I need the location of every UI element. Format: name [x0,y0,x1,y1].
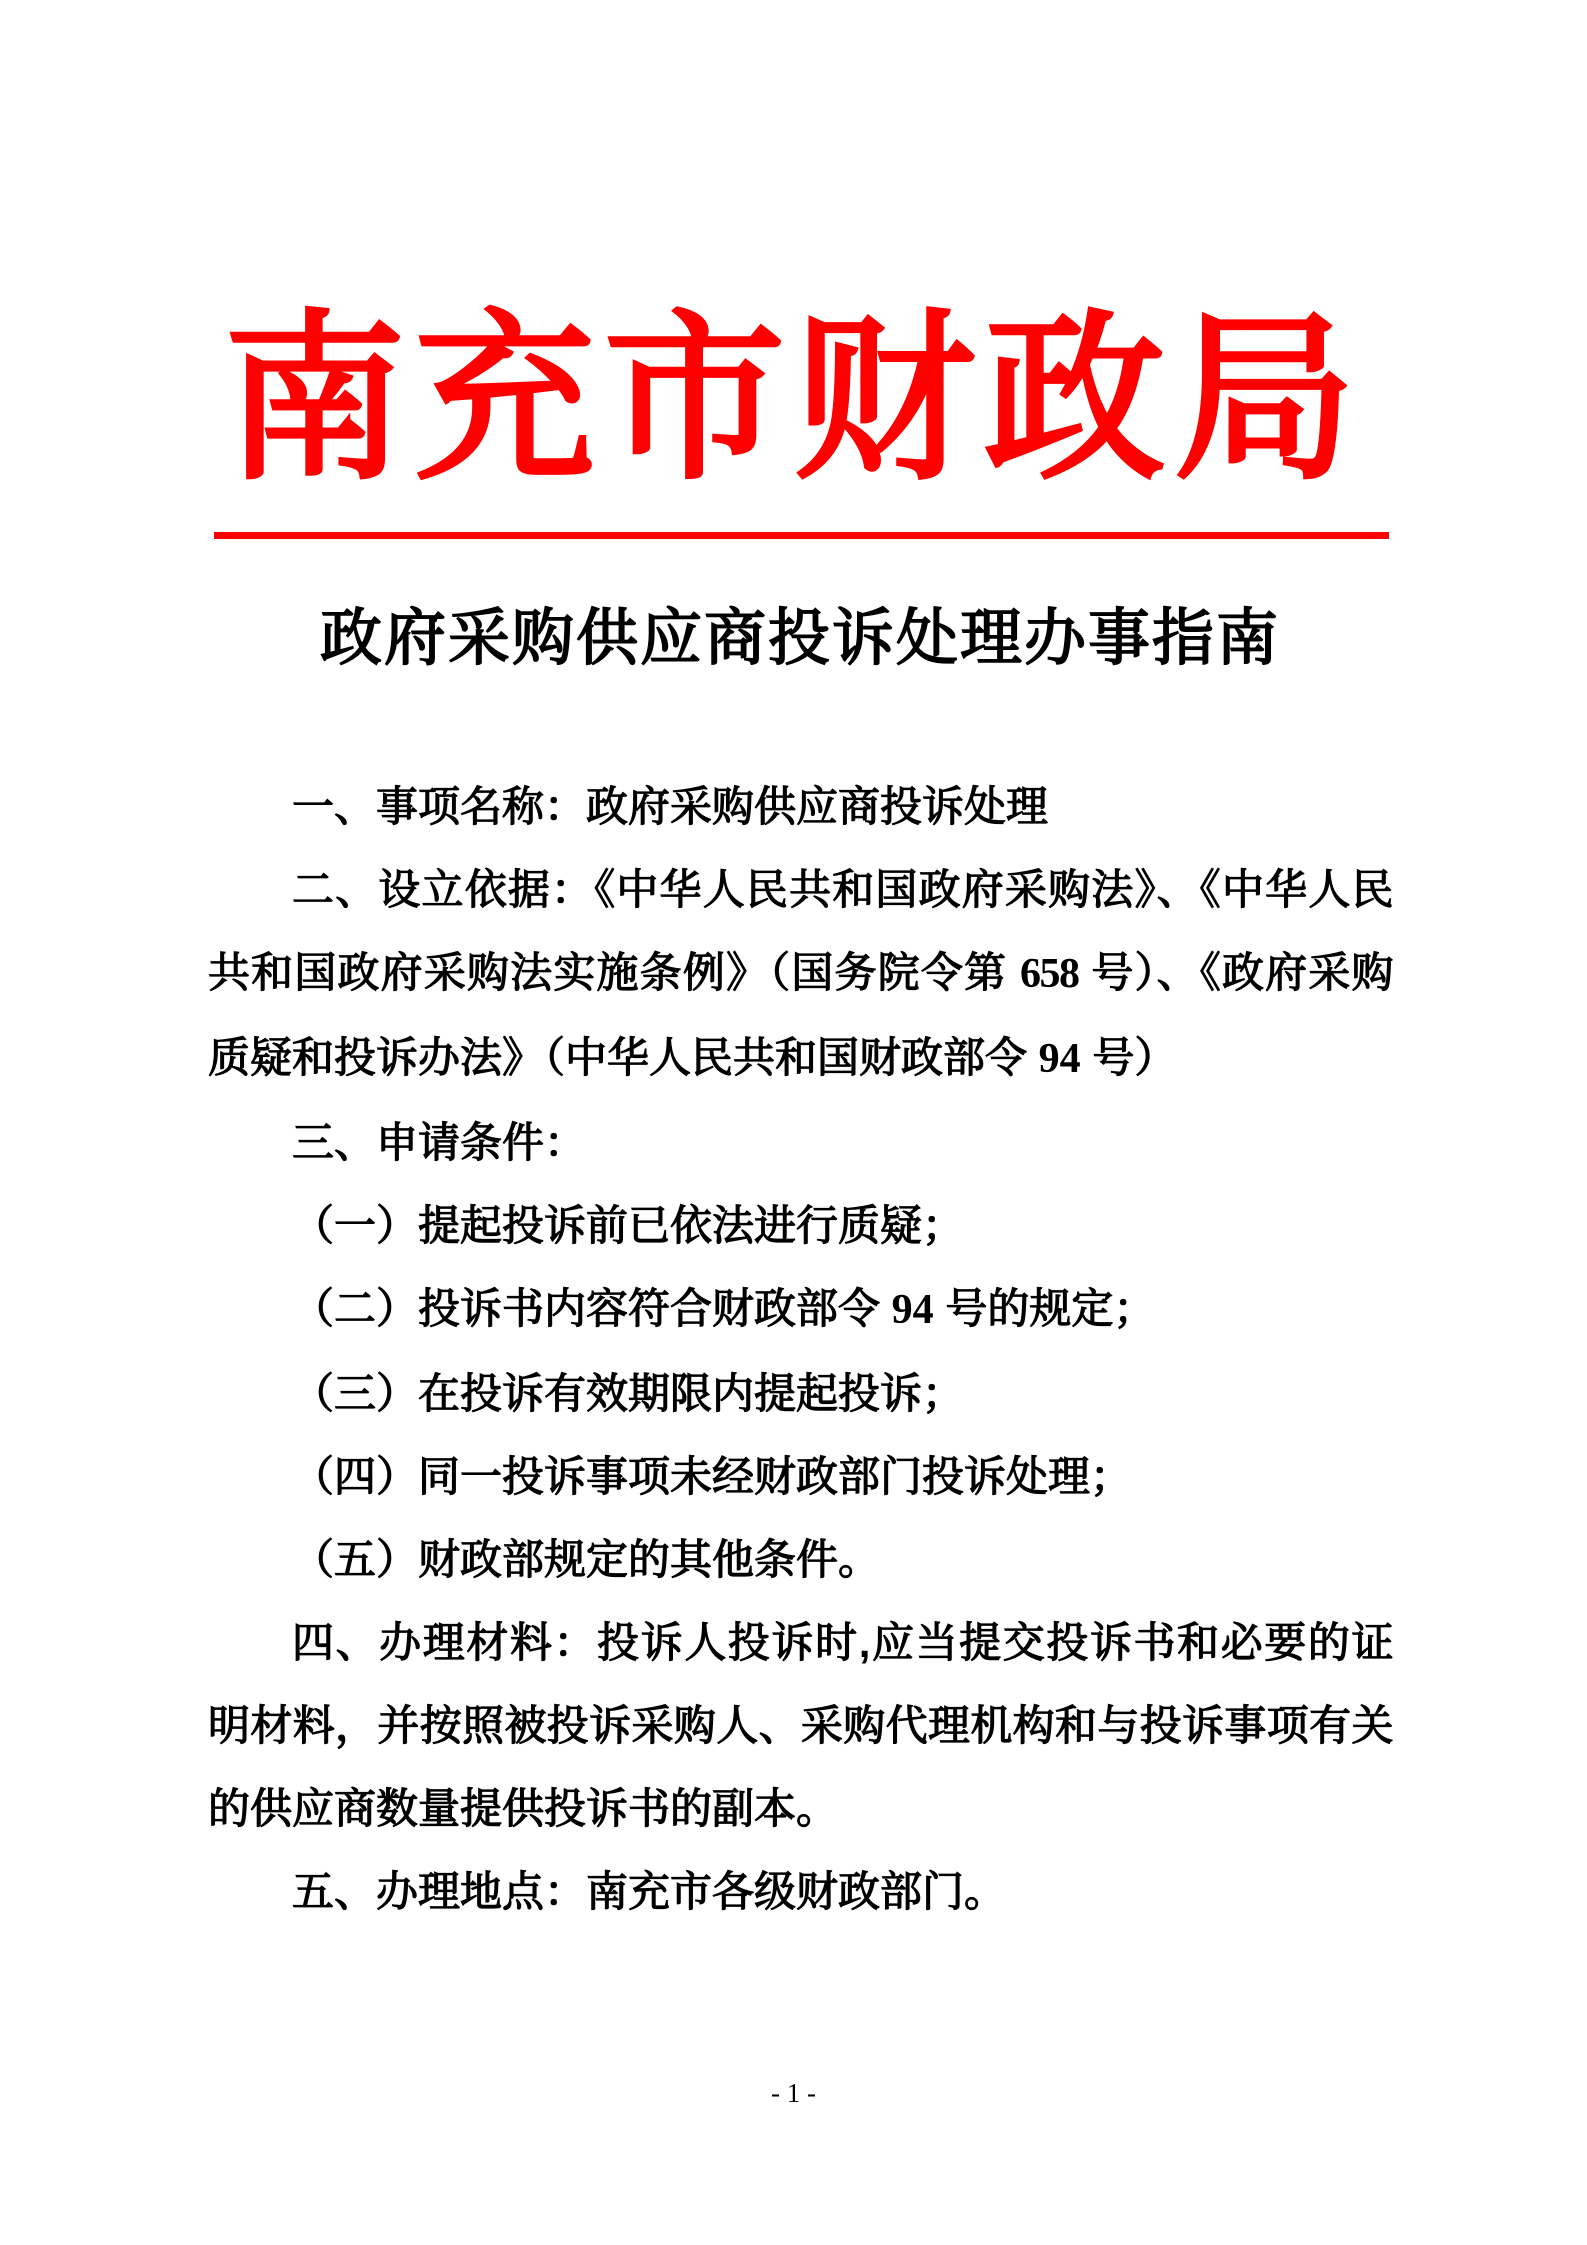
body-line-legal-basis-cont: 共和国政府采购法实施条例》（国务院令第 658 号）、《政府采购 [208,949,1392,997]
page-title: 政府采购供应商投诉处理办事指南 [319,605,1280,673]
body-line-legal-basis-end: 质疑和投诉办法》（中华人民共和国财政部令 94 号） [208,1034,1177,1082]
masthead-rule [214,532,1389,539]
body-line-condition-4: （四）同一投诉事项未经财政部门投诉处理； [292,1453,1133,1500]
page-number: - 1 - [771,2078,816,2108]
body-line-materials-cont: 明材料，并按照被投诉采购人、采购代理机构和与投诉事项有关 [208,1702,1392,1749]
body-line-materials: 四、办理材料：投诉人投诉时,应当提交投诉书和必要的证 [292,1619,1392,1666]
body-line-legal-basis: 二、设立依据：《中华人民共和国政府采购法》、《中华人民 [292,866,1392,913]
body-line-condition-1: （一）提起投诉前已依法进行质疑； [292,1202,965,1249]
body-line-materials-end: 的供应商数量提供投诉书的副本。 [208,1785,839,1832]
body-line-conditions-heading: 三、申请条件： [292,1119,587,1166]
body-line-condition-5: （五）财政部规定的其他条件。 [292,1536,881,1583]
agency-masthead: 南充市财政局 [223,301,1364,502]
body-line-item-name: 一、事项名称：政府采购供应商投诉处理 [292,783,1049,830]
document-body [208,765,1392,1933]
body-line-location: 五、办理地点：南充市各级财政部门。 [292,1868,1007,1915]
body-line-condition-3: （三）在投诉有效期限内提起投诉； [292,1370,965,1417]
body-line-condition-2: （二）投诉书内容符合财政部令 94 号的规定； [292,1285,1156,1333]
